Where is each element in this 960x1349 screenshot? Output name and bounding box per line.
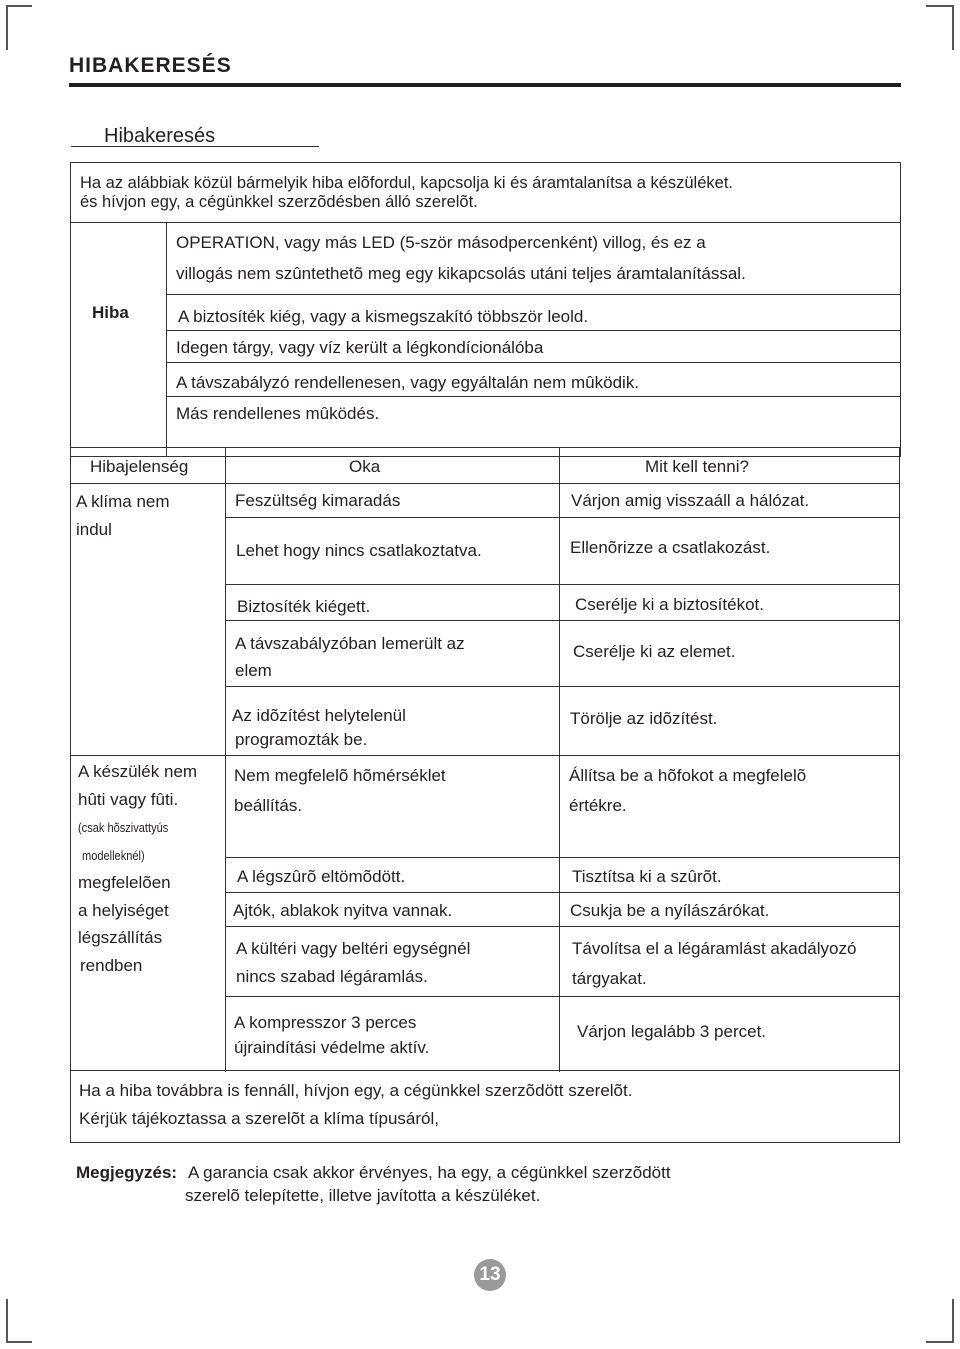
intro-line-2: és hívjon egy, a cégünkkel szerzõdésben álló szerelõt. [80, 193, 478, 211]
crop-mark [6, 1299, 8, 1343]
cause-cell: programozták be. [235, 730, 368, 749]
cause-cell: A kültéri vagy beltéri egységnél [236, 939, 471, 958]
cause-cell: elem [235, 661, 272, 680]
symptom-text: A készülék nem [78, 762, 198, 781]
action-cell: Csukja be a nyílászárókat. [570, 901, 770, 920]
divider [166, 396, 900, 397]
cause-cell: A kompresszor 3 perces [234, 1013, 417, 1032]
header-hibajelenseg: Hibajelenség [90, 457, 189, 476]
row-divider [225, 620, 900, 621]
hiba-item: villogás nem szûntethetõ meg egy kikapcsolás utáni teljes áramtalanítással. [176, 264, 746, 283]
footer-line-2: Kérjük tájékoztassa a szerelõt a klíma típusáról, [79, 1109, 439, 1128]
divider [166, 330, 900, 331]
symptom-text: légszállítás [78, 928, 163, 947]
cause-cell: beállítás. [234, 796, 303, 815]
hiba-label: Hiba [92, 303, 129, 322]
symptom-text: a helyiséget [78, 901, 169, 920]
cause-cell: nincs szabad légáramlás. [236, 967, 428, 986]
section-title-underline [71, 146, 319, 147]
footer-line-1: Ha a hiba továbbra is fennáll, hívjon egy, a cégünkkel szerzõdött szerelõt. [79, 1081, 633, 1100]
crop-mark [6, 5, 32, 7]
action-cell: tárgyakat. [572, 969, 647, 988]
table-divider [70, 483, 900, 484]
row-divider [225, 584, 900, 585]
hiba-item: OPERATION, vagy más LED (5-ször másodpercenként) villog, és ez a [176, 233, 706, 252]
cause-cell: újraindítási védelme aktív. [234, 1038, 430, 1057]
hiba-item: Más rendellenes mûködés. [176, 404, 380, 423]
note-line-1: A garancia csak akkor érvényes, ha egy, a cégünkkel szerzõdött [188, 1163, 671, 1182]
action-cell: Várjon amig visszaáll a hálózat. [571, 491, 810, 510]
action-cell: Cserélje ki a biztosítékot. [575, 595, 764, 614]
crop-mark [6, 1341, 32, 1343]
table-border [70, 1142, 900, 1143]
crop-mark [952, 5, 954, 50]
header-oka: Oka [349, 457, 381, 476]
cause-cell: A távszabályzóban lemerült az [235, 634, 465, 653]
header-mit-kell-tenni: Mit kell tenni? [645, 457, 749, 476]
symptom-text: A klíma nem [76, 492, 170, 511]
crop-mark [952, 1299, 954, 1343]
divider [166, 362, 900, 363]
group-divider [70, 755, 900, 756]
hiba-item: Idegen tárgy, vagy víz került a légkondícionálóba [176, 338, 544, 357]
row-divider [225, 686, 900, 687]
table-divider [70, 1070, 900, 1071]
symptom-text: hûti vagy fûti. [78, 790, 179, 809]
page-title: HIBAKERESÉS [69, 54, 232, 77]
cause-cell: Feszültség kimaradás [235, 491, 401, 510]
divider [70, 222, 900, 223]
symptom-note: (csak hõszivattyús [78, 820, 169, 835]
cause-cell: Nem megfelelõ hõmérséklet [234, 766, 446, 785]
crop-mark [926, 1341, 954, 1343]
intro-line-1: Ha az alábbiak közül bármelyik hiba elõfordul, kapcsolja ki és áramtalanítsa a készüléket. [80, 174, 733, 192]
note-label: Megjegyzés: [76, 1163, 178, 1182]
divider [166, 222, 167, 456]
table-divider [225, 447, 226, 1072]
cause-cell: Lehet hogy nincs csatlakoztatva. [236, 541, 482, 560]
symptom-text: rendben [80, 956, 143, 975]
action-cell: Törölje az idõzítést. [570, 709, 718, 728]
row-divider [225, 857, 900, 858]
divider [166, 294, 900, 295]
cause-cell: Ajtók, ablakok nyitva vannak. [233, 901, 453, 920]
action-cell: Várjon legalább 3 percet. [577, 1022, 767, 1041]
action-cell: értékre. [569, 796, 627, 815]
symptom-text: indul [76, 520, 112, 539]
table-border [70, 447, 71, 1143]
action-cell: Ellenõrizze a csatlakozást. [570, 538, 771, 557]
action-cell: Állítsa be a hõfokot a megfelelõ [569, 766, 807, 785]
cause-cell: Az idõzítést helytelenül [232, 706, 406, 725]
action-cell: Távolítsa el a légáramlást akadályozó [572, 939, 857, 958]
hiba-item: A távszabályzó rendellenesen, vagy egyáltalán nem mûködik. [176, 373, 640, 392]
cause-cell: A légszûrõ eltömõdött. [237, 867, 406, 886]
table-border [899, 447, 900, 1143]
symptom-note: modelleknél) [82, 848, 145, 863]
cause-cell: Biztosíték kiégett. [237, 597, 371, 616]
symptom-text: megfelelõen [78, 873, 171, 892]
table-divider [559, 447, 560, 1072]
row-divider [225, 892, 900, 893]
action-cell: Tisztítsa ki a szûrõt. [572, 867, 722, 886]
row-divider [225, 926, 900, 927]
page-number: 13 [474, 1259, 506, 1291]
title-rule [69, 83, 901, 87]
table-border [70, 447, 900, 448]
hiba-item: A biztosíték kiég, vagy a kismegszakító többször leold. [178, 307, 589, 326]
row-divider [225, 996, 900, 997]
crop-mark [926, 5, 954, 7]
action-cell: Cserélje ki az elemet. [573, 642, 736, 661]
note-line-2: szerelõ telepítette, illetve javította a készüléket. [185, 1186, 541, 1205]
row-divider [225, 517, 900, 518]
section-title: Hibakeresés [104, 125, 216, 147]
crop-mark [6, 5, 8, 50]
